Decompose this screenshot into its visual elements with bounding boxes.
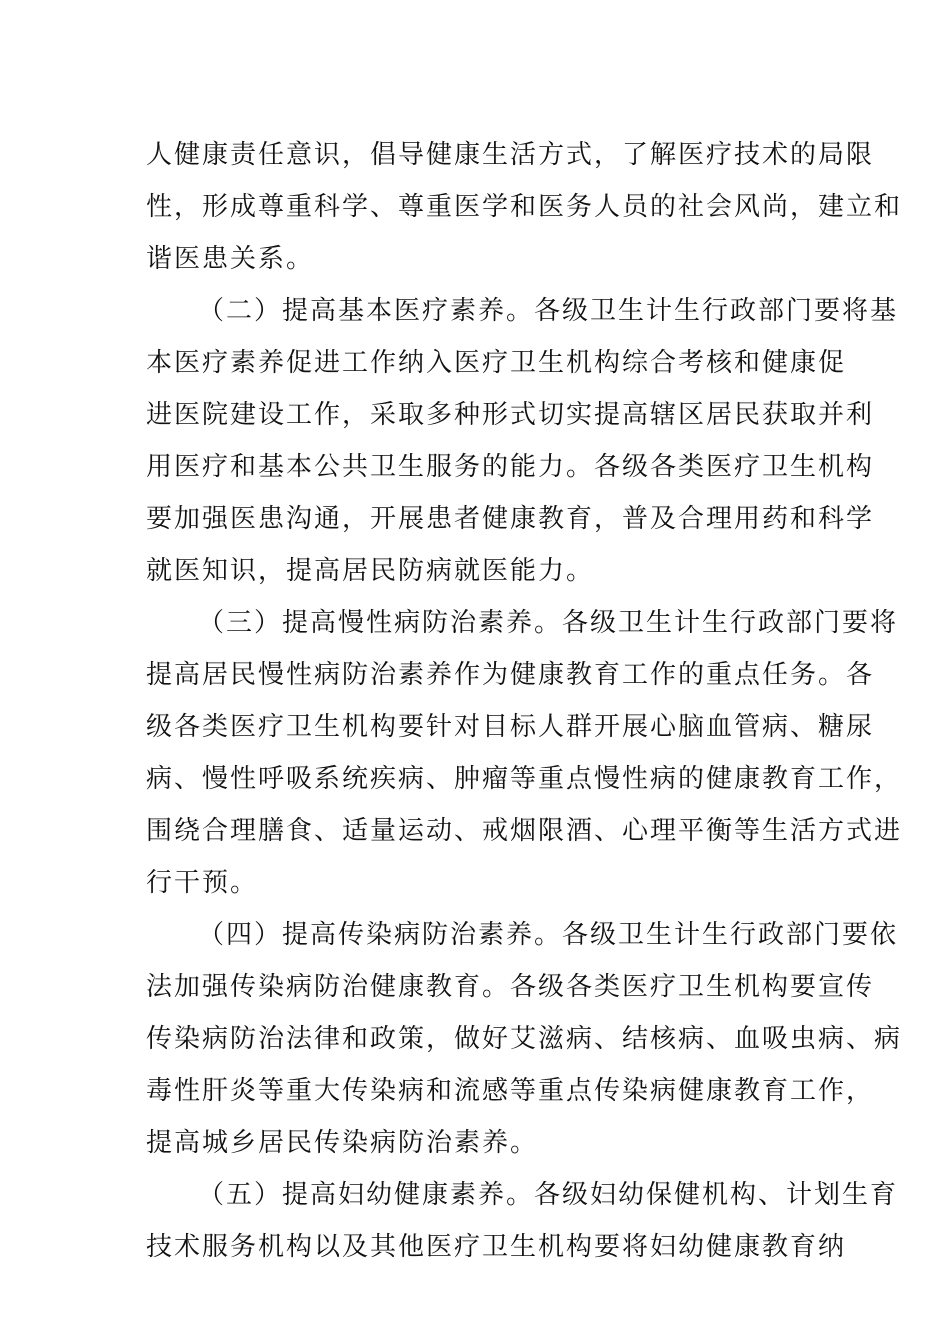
paragraph-line: 就医知识，提高居民防病就医能力。 (146, 556, 595, 586)
paragraph-line: 提高城乡居民传染病防治素养。 (146, 1128, 539, 1158)
paragraph-line: 技术服务机构以及其他医疗卫生机构要将妇幼健康教育纳 (146, 1232, 847, 1262)
paragraph-line: （五）提高妇幼健康素养。各级妇幼保健机构、计划生育 (198, 1180, 899, 1210)
paragraph-line: 病、慢性呼吸系统疾病、肿瘤等重点慢性病的健康教育工作， (146, 764, 903, 794)
paragraph-line: （二）提高基本医疗素养。各级卫生计生行政部门要将基 (198, 296, 899, 326)
paragraph-line: 级各类医疗卫生机构要针对目标人群开展心脑血管病、糖尿 (146, 712, 875, 742)
paragraph-line: 毒性肝炎等重大传染病和流感等重点传染病健康教育工作， (146, 1076, 875, 1106)
paragraph-line: 提高居民慢性病防治素养作为健康教育工作的重点任务。各 (146, 660, 875, 690)
paragraph-line: 本医疗素养促进工作纳入医疗卫生机构综合考核和健康促 (146, 348, 847, 378)
paragraph-line: 用医疗和基本公共卫生服务的能力。各级各类医疗卫生机构 (146, 452, 875, 482)
paragraph-line: 性，形成尊重科学、尊重医学和医务人员的社会风尚，建立和 (146, 192, 903, 222)
paragraph-line: （四）提高传染病防治素养。各级卫生计生行政部门要依 (198, 920, 899, 950)
paragraph-line: 进医院建设工作，采取多种形式切实提高辖区居民获取并利 (146, 400, 875, 430)
paragraph-line: 行干预。 (146, 868, 259, 898)
paragraph-line: 谐医患关系。 (146, 244, 315, 274)
paragraph-line: 围绕合理膳食、适量运动、戒烟限酒、心理平衡等生活方式进 (146, 816, 903, 846)
document-body (146, 129, 903, 1273)
paragraph-line: （三）提高慢性病防治素养。各级卫生计生行政部门要将 (198, 608, 899, 638)
paragraph-line: 传染病防治法律和政策，做好艾滋病、结核病、血吸虫病、病 (146, 1024, 903, 1054)
paragraph-line: 要加强医患沟通，开展患者健康教育，普及合理用药和科学 (146, 504, 875, 534)
paragraph-line: 人健康责任意识，倡导健康生活方式，了解医疗技术的局限 (146, 140, 875, 170)
paragraph-line: 法加强传染病防治健康教育。各级各类医疗卫生机构要宣传 (146, 972, 875, 1002)
